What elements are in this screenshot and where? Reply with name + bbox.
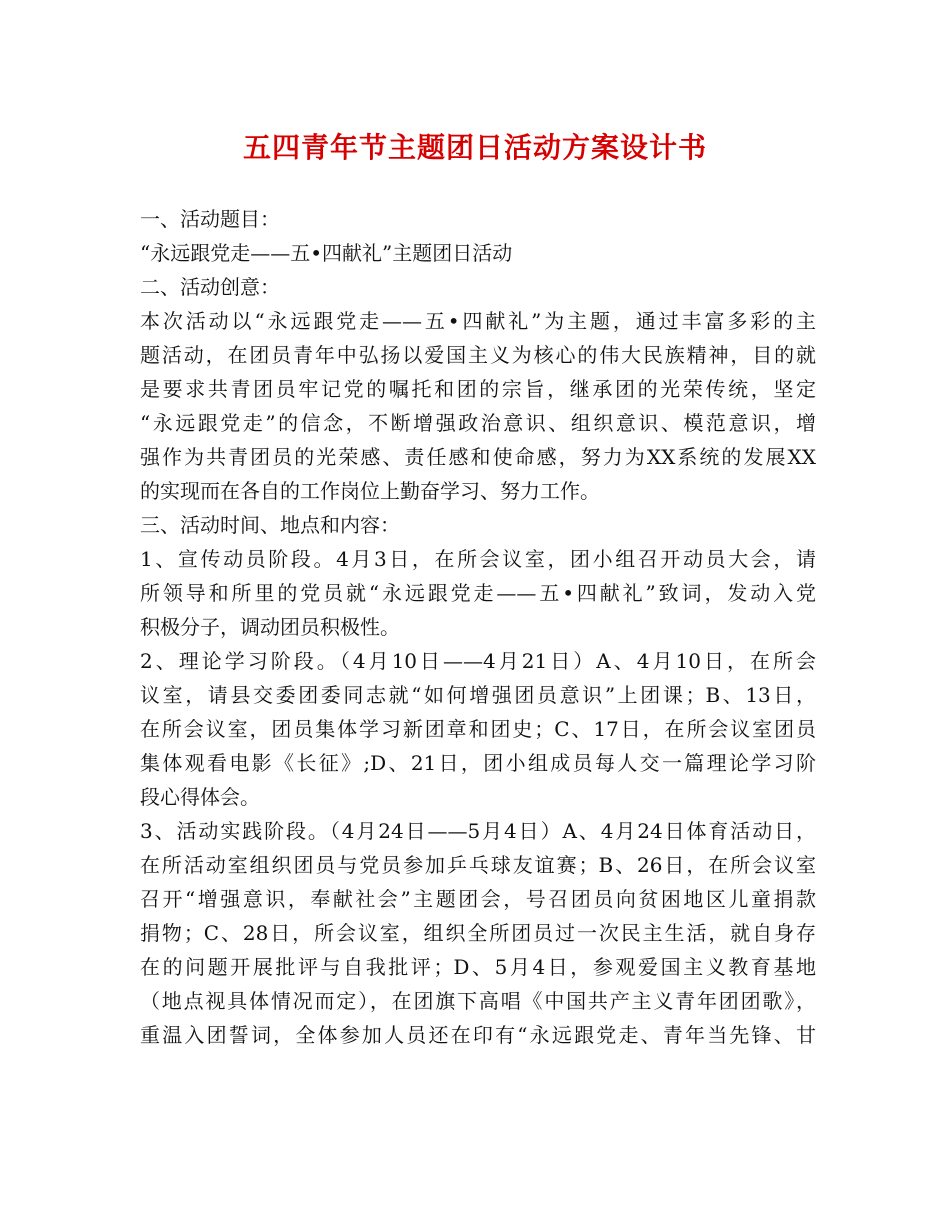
paragraph-line: 召开“增强意识，奉献社会”主题团会，号召团员向贫困地区儿童捐款 xyxy=(140,887,816,911)
paragraph-line: 重温入团誓词，全体参加人员还在印有“永远跟党走、青年当先锋、甘 xyxy=(140,1023,816,1047)
document-body xyxy=(140,202,816,1052)
paragraph-line: 1、宣传动员阶段。4月3日，在所会议室，团小组召开动员大会，请 xyxy=(140,547,816,571)
paragraph-line: 集体观看电影《长征》;D、21日，团小组成员每人交一篇理论学习阶 xyxy=(140,751,816,775)
paragraph-line: 的实现而在各自的工作岗位上勤奋学习、努力工作。 xyxy=(140,479,600,503)
paragraph-line: 本次活动以“永远跟党走——五•四献礼”为主题，通过丰富多彩的主 xyxy=(140,309,816,333)
activity-topic-text: “永远跟党走——五•四献礼”主题团日活动 xyxy=(140,241,513,265)
paragraph-line: （地点视具体情况而定），在团旗下高唱《中国共产主义青年团团歌》， xyxy=(140,989,816,1013)
section-heading-activity-idea: 二、活动创意： xyxy=(140,275,280,299)
paragraph-line: 强作为共青团员的光荣感、责任感和使命感，努力为XX系统的发展XX xyxy=(140,445,816,469)
paragraph-line: 议室，请县交委团委同志就“如何增强团员意识”上团课；B、13日， xyxy=(140,683,816,707)
section-heading-time-place-content: 三、活动时间、地点和内容： xyxy=(140,513,400,537)
paragraph-line: 题活动，在团员青年中弘扬以爱国主义为核心的伟大民族精神，目的就 xyxy=(140,343,816,367)
paragraph-line: 段心得体会。 xyxy=(140,785,260,809)
paragraph-line: 捐物；C、28日，所会议室，组织全所团员过一次民主生活，就自身存 xyxy=(140,921,816,945)
paragraph-line: 在所会议室，团员集体学习新团章和团史；C、17日，在所会议室团员 xyxy=(140,717,816,741)
document-title: 五四青年节主题团日活动方案设计书 xyxy=(242,131,707,164)
paragraph-line: 在所活动室组织团员与党员参加乒乓球友谊赛；B、26日，在所会议室 xyxy=(140,853,816,877)
paragraph-line: 是要求共青团员牢记党的嘱托和团的宗旨，继承团的光荣传统，坚定 xyxy=(140,377,816,401)
section-heading-activity-topic: 一、活动题目： xyxy=(140,207,280,231)
paragraph-line: “永远跟党走”的信念，不断增强政治意识、组织意识、模范意识，增 xyxy=(140,411,816,435)
paragraph-line: 3、活动实践阶段。（4月24日——5月4日）A、4月24日体育活动日， xyxy=(140,819,816,843)
paragraph-line: 在的问题开展批评与自我批评；D、5月4日，参观爱国主义教育基地 xyxy=(140,955,816,979)
paragraph-line: 所领导和所里的党员就“永远跟党走——五•四献礼”致词，发动入党 xyxy=(140,581,816,605)
paragraph-line: 积极分子，调动团员积极性。 xyxy=(140,615,400,639)
paragraph-line: 2、理论学习阶段。（4月10日——4月21日）A、4月10日，在所会 xyxy=(140,649,816,673)
